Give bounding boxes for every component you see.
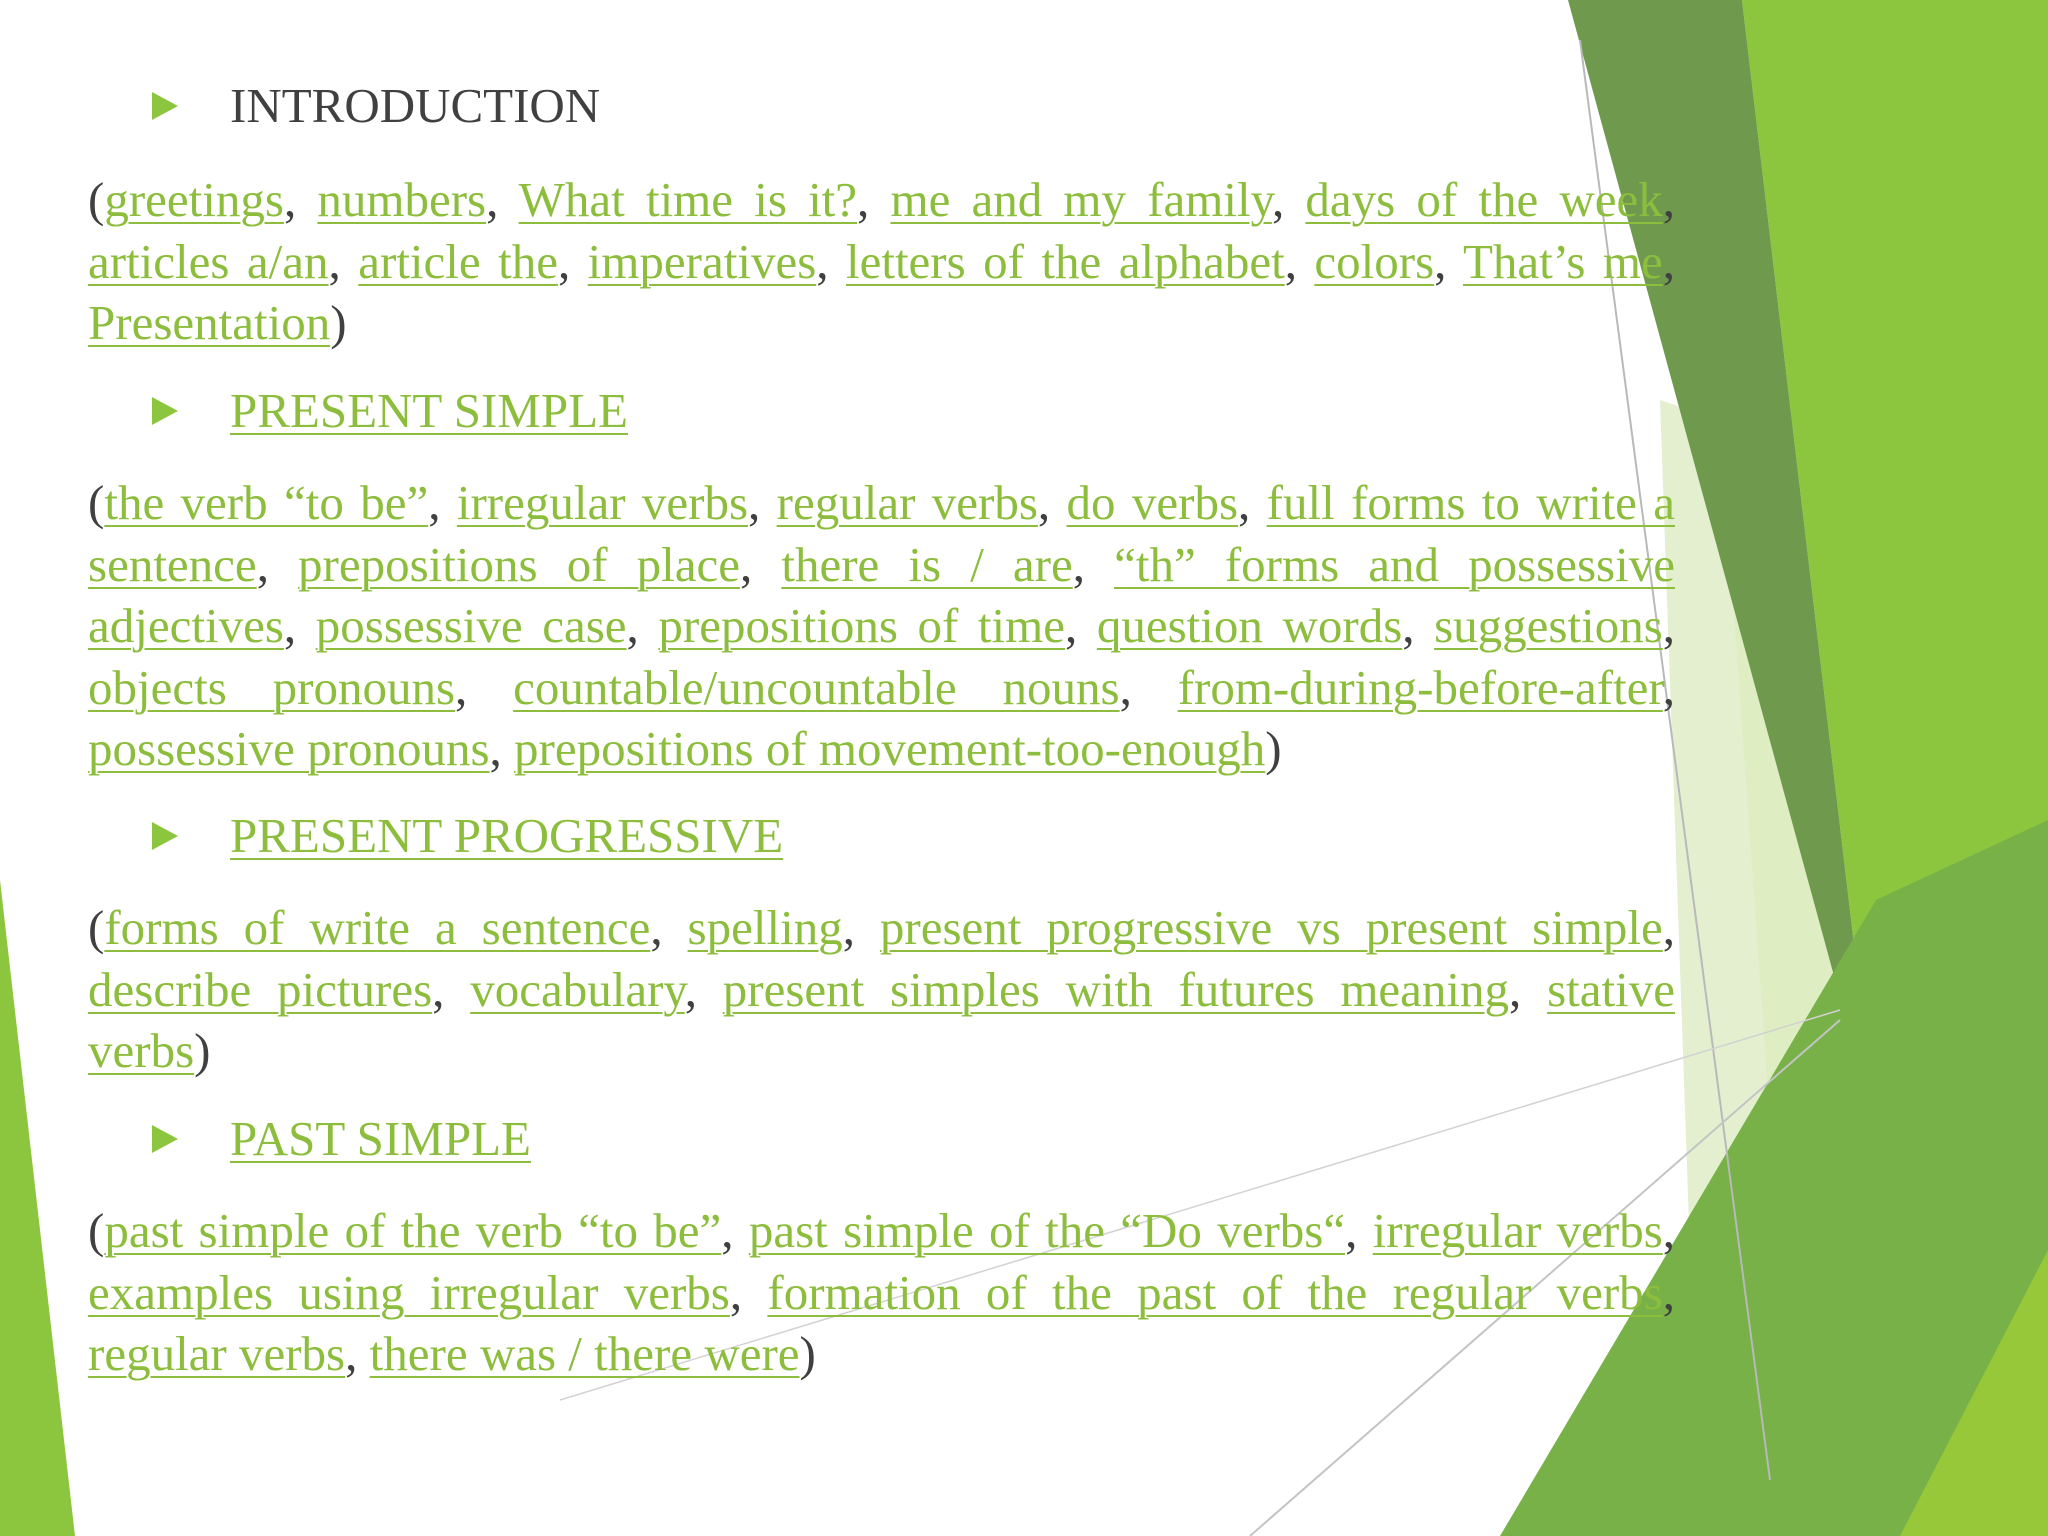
- section-heading-link[interactable]: PRESENT SIMPLE: [230, 383, 628, 438]
- topic-link[interactable]: suggestions: [1434, 598, 1663, 653]
- triangle-bullet-icon: [152, 397, 178, 425]
- topic-link[interactable]: possessive pronouns: [88, 721, 490, 776]
- topics-present-simple: (the verb “to be”, irregular verbs, regular verbs, do verbs, full forms to write a sentence, prepositions of place, there is / are, “th” forms and possessive adjectives, possessive case, prepositions of time, question words, suggestions, objects pronouns, countable/uncountable nouns, from-during-before-after, possessive pronouns, prepositions of movement-too-enough): [88, 475, 1676, 776]
- topics-past-simple: (past simple of the verb “to be”, past simple of the “Do verbs“, irregular verbs, examples using irregular verbs, formation of the past of the regular verbs, regular verbs, there was / there were): [88, 1203, 1676, 1381]
- topic-link[interactable]: articles a/an: [88, 233, 329, 289]
- topic-link[interactable]: do verbs: [1066, 475, 1239, 530]
- topic-link[interactable]: the verb “to be”: [104, 475, 429, 530]
- topic-link[interactable]: article the: [358, 233, 558, 289]
- topic-link[interactable]: letters of the alphabet: [845, 233, 1285, 289]
- topic-link[interactable]: describe pictures: [88, 961, 433, 1017]
- section-heading-link[interactable]: PRESENT PROGRESSIVE: [230, 808, 784, 863]
- topic-link[interactable]: question words: [1096, 598, 1403, 653]
- topic-link[interactable]: countable/uncountable nouns: [513, 659, 1120, 715]
- topic-link[interactable]: prepositions of time: [658, 598, 1066, 653]
- topics-introduction: (greetings, numbers, What time is it?, me and my family, days of the week, articles a/an, article the, imperatives, letters of the alphabet, colors, That’s me, Presentation): [88, 172, 1676, 350]
- topic-link[interactable]: greetings: [104, 172, 284, 227]
- topic-link[interactable]: prepositions of movement-too-enough: [514, 721, 1266, 776]
- topic-link[interactable]: imperatives: [587, 233, 817, 289]
- topic-link[interactable]: That’s me: [1462, 233, 1663, 289]
- topic-link[interactable]: irregular verbs: [1372, 1203, 1663, 1258]
- topic-link[interactable]: objects pronouns: [88, 659, 456, 715]
- triangle-bullet-icon: [152, 1125, 178, 1153]
- topic-link[interactable]: regular verbs: [88, 1326, 346, 1381]
- topics-present-progressive: (forms of write a sentence, spelling, present progressive vs present simple, describe pictures, vocabulary, present simples with futures meaning, stative verbs): [88, 900, 1676, 1078]
- topic-link[interactable]: full forms to write a sentence: [88, 475, 1676, 592]
- topic-link[interactable]: Presentation: [88, 295, 331, 350]
- topic-link[interactable]: there is / are: [781, 536, 1073, 592]
- topic-link[interactable]: from-during-before-after: [1177, 659, 1663, 715]
- section-heading: INTRODUCTION: [230, 78, 601, 133]
- topic-link[interactable]: past simple of the “Do verbs“: [748, 1203, 1346, 1258]
- topic-link[interactable]: past simple of the verb “to be”: [104, 1203, 722, 1258]
- triangle-bullet-icon: [152, 92, 178, 120]
- topic-link[interactable]: regular verbs: [776, 475, 1038, 530]
- topic-link[interactable]: formation of the past of the regular verbs: [767, 1264, 1663, 1320]
- topic-link[interactable]: days of the week: [1305, 172, 1663, 227]
- topic-link[interactable]: stative verbs: [88, 961, 1676, 1078]
- triangle-bullet-icon: [152, 822, 178, 850]
- topic-link[interactable]: colors: [1314, 233, 1435, 289]
- topic-link[interactable]: forms of write a sentence: [104, 900, 651, 955]
- topic-link[interactable]: numbers: [317, 172, 487, 227]
- topic-link[interactable]: possessive case: [315, 598, 627, 653]
- section-heading-link[interactable]: PAST SIMPLE: [230, 1111, 531, 1166]
- topic-link[interactable]: present simples with futures meaning: [722, 961, 1510, 1017]
- topic-link[interactable]: vocabulary: [470, 961, 685, 1017]
- topic-link[interactable]: irregular verbs: [456, 475, 749, 530]
- topic-link[interactable]: present progressive vs present simple: [879, 900, 1663, 955]
- topic-link[interactable]: me and my family: [890, 172, 1272, 227]
- topic-link[interactable]: examples using irregular verbs: [88, 1264, 730, 1320]
- topic-link[interactable]: prepositions of place: [298, 536, 740, 592]
- topic-link[interactable]: spelling: [687, 900, 843, 955]
- topic-link[interactable]: there was / there were: [369, 1326, 800, 1381]
- topic-link[interactable]: What time is it?: [518, 172, 858, 227]
- bg-shape-left-sliver: [0, 880, 75, 1536]
- topic-link[interactable]: “th” forms and possessive adjectives: [88, 536, 1675, 653]
